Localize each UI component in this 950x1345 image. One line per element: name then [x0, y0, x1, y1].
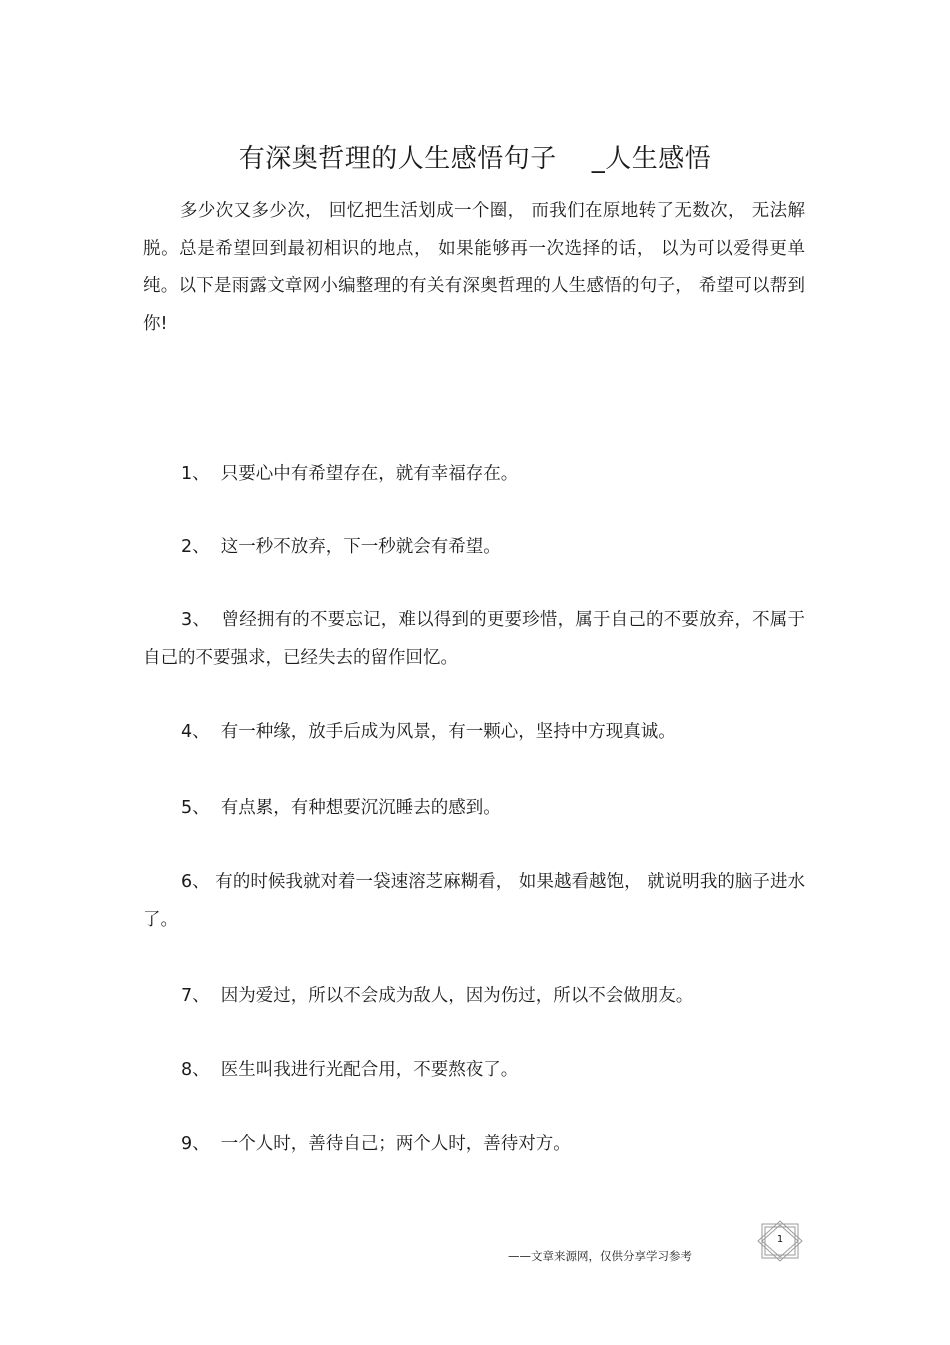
item-number: 1、: [181, 464, 221, 484]
list-item: [143, 1125, 805, 1163]
footer-note: ——文章来源网，仅供分享学习参考: [508, 1249, 692, 1263]
item-number: 5、: [181, 798, 221, 818]
item-number: 7、: [181, 986, 221, 1006]
list-item: [143, 977, 805, 1015]
item-text: 因为爱过，所以不会成为敌人，因为伤过，所以不会做朋友。: [220, 986, 694, 1006]
item-text: 曾经拥有的不要忘记，难以得到的更要珍惜，属于自己的不要放弃，不属于自己的不要强求，已经失去的留作回忆。: [143, 610, 805, 668]
item-number: 2、: [181, 537, 221, 557]
page-title: 有深奥哲理的人生感悟句子 _人生感悟: [238, 144, 712, 174]
list-item: [143, 528, 805, 566]
list-item: [143, 863, 805, 939]
item-number: 9、: [181, 1134, 221, 1154]
item-text: 有的时候我就对着一袋速溶芝麻糊看， 如果越看越饱， 就说明我的脑子进水了。: [143, 872, 805, 930]
list-item: [143, 455, 805, 493]
item-text: 这一秒不放弃，下一秒就会有希望。: [220, 537, 501, 557]
list-item: [143, 601, 805, 677]
item-number: 3、: [181, 610, 222, 630]
item-number: 4、: [181, 722, 221, 742]
item-number: 6、: [181, 872, 216, 892]
item-text: 有点累，有种想要沉沉睡去的感到。: [220, 798, 501, 818]
list-item: [143, 1051, 805, 1089]
page-number-badge: [756, 1220, 804, 1262]
item-text: 医生叫我进行光配合用，不要熬夜了。: [220, 1060, 519, 1080]
item-number: 8、: [181, 1060, 221, 1080]
list-item: [143, 713, 805, 751]
page-number: 1: [776, 1234, 784, 1245]
item-text: 一个人时，善待自己；两个人时，善待对方。: [220, 1134, 571, 1154]
intro-paragraph: 多少次又多少次， 回忆把生活划成一个圈， 而我们在原地转了无数次， 无法解脱。总是希望回到最初相识的地点， 如果能够再一次选择的话， 以为可以爱得更单纯。以下是雨露文章网小编整理的有关有深奥哲理的人生感悟的句子， 希望可以帮到你!: [143, 201, 805, 334]
list-item: [143, 789, 805, 827]
item-text: 只要心中有希望存在，就有幸福存在。: [220, 464, 519, 484]
item-text: 有一种缘，放手后成为风景，有一颗心，坚持中方现真诚。: [220, 722, 676, 742]
